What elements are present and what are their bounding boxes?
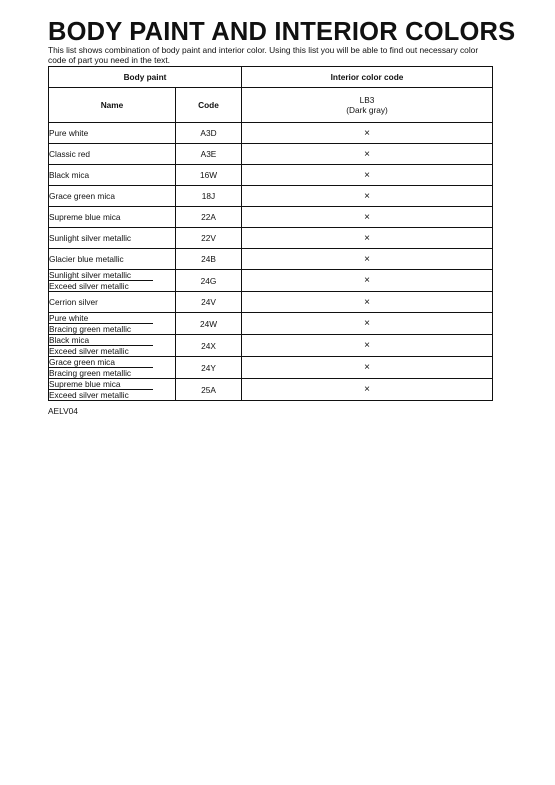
code-column-header: Code xyxy=(176,88,242,123)
paint-name-cell xyxy=(49,335,176,357)
interior-mark-cell: × xyxy=(242,335,493,357)
interior-code-label: LB3 xyxy=(359,95,375,105)
paint-name-cell xyxy=(49,313,176,335)
paint-name: Cerrion silver xyxy=(49,297,98,307)
paint-name: Black mica xyxy=(49,170,90,180)
interior-code-header xyxy=(242,88,493,123)
paint-code-cell: 16W xyxy=(176,165,242,186)
paint-code-cell: 24W xyxy=(176,313,242,335)
table-row xyxy=(49,313,493,335)
paint-name: Bracing green metallic xyxy=(49,324,132,334)
paint-name-cell xyxy=(49,379,176,401)
paint-code-cell: 24G xyxy=(176,270,242,292)
paint-name-cell xyxy=(49,292,176,313)
table-row xyxy=(49,123,493,144)
paint-name: Grace green mica xyxy=(48,357,153,368)
interior-mark-cell: × xyxy=(242,357,493,379)
paint-name: Glacier blue metallic xyxy=(49,254,124,264)
paint-code-cell: 22A xyxy=(176,207,242,228)
interior-color-header: Interior color code xyxy=(242,67,493,88)
paint-code-cell: 24X xyxy=(176,335,242,357)
interior-mark-cell: × xyxy=(242,207,493,228)
paint-name: Sunlight silver metallic xyxy=(49,233,132,243)
table-row xyxy=(49,357,493,379)
paint-name-cell xyxy=(49,123,176,144)
paint-name-cell xyxy=(49,357,176,379)
paint-name: Classic red xyxy=(49,149,91,159)
table-row xyxy=(49,292,493,313)
color-table xyxy=(48,66,493,401)
paint-code-cell: 24Y xyxy=(176,357,242,379)
table-row xyxy=(49,207,493,228)
paint-name: Supreme blue mica xyxy=(48,379,153,390)
paint-name-cell xyxy=(49,228,176,249)
table-row xyxy=(49,249,493,270)
paint-code-cell: 24B xyxy=(176,249,242,270)
paint-name-cell xyxy=(49,165,176,186)
interior-mark-cell: × xyxy=(242,270,493,292)
paint-name: Supreme blue mica xyxy=(49,212,121,222)
paint-name: Bracing green metallic xyxy=(49,368,132,378)
interior-mark-cell: × xyxy=(242,144,493,165)
paint-name: Sunlight silver metallic xyxy=(48,270,153,281)
paint-name: Exceed silver metallic xyxy=(49,346,129,356)
paint-name: Black mica xyxy=(48,335,153,346)
table-row xyxy=(49,270,493,292)
name-column-header: Name xyxy=(49,88,176,123)
table-row xyxy=(49,144,493,165)
paint-name: Pure white xyxy=(48,313,153,324)
paint-code-cell: 18J xyxy=(176,186,242,207)
intro-text: This list shows combination of body paint and interior color. Using this list you will be able to find out necessary color code of part you need in the text. xyxy=(48,45,479,65)
paint-name: Exceed silver metallic xyxy=(49,390,129,400)
interior-mark-cell: × xyxy=(242,228,493,249)
table-row xyxy=(49,228,493,249)
table-row xyxy=(49,379,493,401)
paint-code-cell: 24V xyxy=(176,292,242,313)
paint-name-cell xyxy=(49,207,176,228)
interior-mark-cell: × xyxy=(242,186,493,207)
interior-mark-cell: × xyxy=(242,249,493,270)
paint-code-cell: 25A xyxy=(176,379,242,401)
table-body xyxy=(49,123,493,401)
interior-mark-cell: × xyxy=(242,165,493,186)
paint-name-cell xyxy=(49,186,176,207)
interior-desc-label: (Dark gray) xyxy=(346,105,388,115)
interior-mark-cell: × xyxy=(242,123,493,144)
interior-mark-cell: × xyxy=(242,292,493,313)
paint-code-cell: 22V xyxy=(176,228,242,249)
paint-code-cell: A3E xyxy=(176,144,242,165)
figure-code: AELV04 xyxy=(48,406,78,416)
paint-name-cell xyxy=(49,144,176,165)
paint-name: Exceed silver metallic xyxy=(49,281,129,291)
paint-name: Grace green mica xyxy=(49,191,115,201)
paint-name-cell xyxy=(49,270,176,292)
interior-mark-cell: × xyxy=(242,313,493,335)
table-row xyxy=(49,165,493,186)
paint-name: Pure white xyxy=(49,128,89,138)
body-paint-header: Body paint xyxy=(49,67,242,88)
table-row xyxy=(49,186,493,207)
interior-mark-cell: × xyxy=(242,379,493,401)
paint-name-cell xyxy=(49,249,176,270)
table-row xyxy=(49,335,493,357)
page-title: BODY PAINT AND INTERIOR COLORS xyxy=(48,18,516,46)
paint-code-cell: A3D xyxy=(176,123,242,144)
